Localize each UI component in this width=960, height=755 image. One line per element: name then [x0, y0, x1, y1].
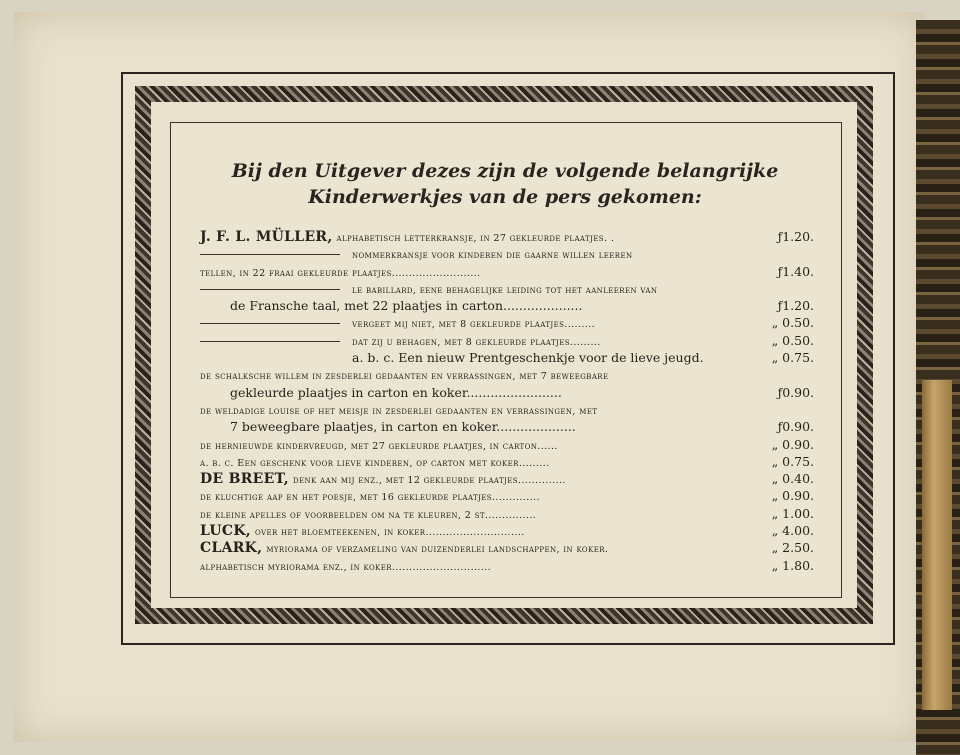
list-item: de weldadige louise of het meisje in zesderlei gedaanten en verrassingen, met: [200, 405, 598, 417]
list-item: DE BREET, denk aan mij enz., met 12 gekleurde plaatjes.............. „ 0.40.: [200, 471, 814, 488]
list-item: J. F. L. MÜLLER, alphabetisch letterkransje, in 27 gekleurde plaatjes. . ƒ1.20.: [200, 229, 814, 245]
list-item: 7 beweegbare plaatjes, in carton en koker.................... ƒ0.90.: [230, 419, 814, 435]
list-item: alphabetisch myriorama enz., in koker............................. „ 1.80.: [200, 557, 814, 573]
list-item: a. b. c. Een geschenk voor lieve kinderen, op carton met koker......... „ 0.75.: [200, 453, 814, 469]
catalogue-list: [200, 228, 814, 574]
list-item: CLARK, myriorama of verzameling van duizenderlei landschappen, in koker. „ 2.50.: [200, 540, 814, 557]
list-item: vergeet mij niet, met 8 gekleurde plaatjes......... „ 0.50.: [200, 314, 814, 331]
list-item: a. b. c. Een nieuw Prentgeschenkje voor de lieve jeugd. „ 0.75.: [352, 350, 814, 366]
list-item: gekleurde plaatjes in carton en koker........................ ƒ0.90.: [230, 384, 814, 400]
list-item: de kleine apelles of voorbeelden om na te kleuren, 2 st............... „ 1.00.: [200, 505, 814, 521]
list-item: dat zij u behagen, met 8 gekleurde plaatjes......... „ 0.50.: [200, 332, 814, 349]
spine-edge: [922, 380, 952, 710]
heading-line-1: Bij den Uitgever dezes zijn de volgende belangrijke: [231, 160, 779, 182]
list-item: nommerkransje voor kinderen die gaarne willen leeren: [200, 245, 814, 262]
list-item: de kluchtige aap en het poesje, met 16 gekleurde plaatjes.............. „ 0.90.: [200, 488, 814, 504]
list-item: LUCK, over het bloemteekenen, in koker............................. „ 4.00.: [200, 523, 814, 540]
list-item: le babillard, eene behagelijke leiding tot het aanleeren van: [200, 280, 814, 297]
list-item: de Fransche taal, met 22 plaatjes in carton.................... ƒ1.20.: [230, 298, 814, 314]
list-item: de schalksche willem in zesderlei gedaanten en verrassingen, met 7 beweegbare: [200, 371, 609, 383]
heading-line-2: Kinderwerkjes van de pers gekomen:: [308, 186, 702, 208]
list-item: tellen, in 22 fraai gekleurde plaatjes.......................... ƒ1.40.: [200, 263, 814, 279]
list-item: de hernieuwde kindervreugd, met 27 gekleurde plaatjes, in carton...... „ 0.90.: [200, 436, 814, 452]
